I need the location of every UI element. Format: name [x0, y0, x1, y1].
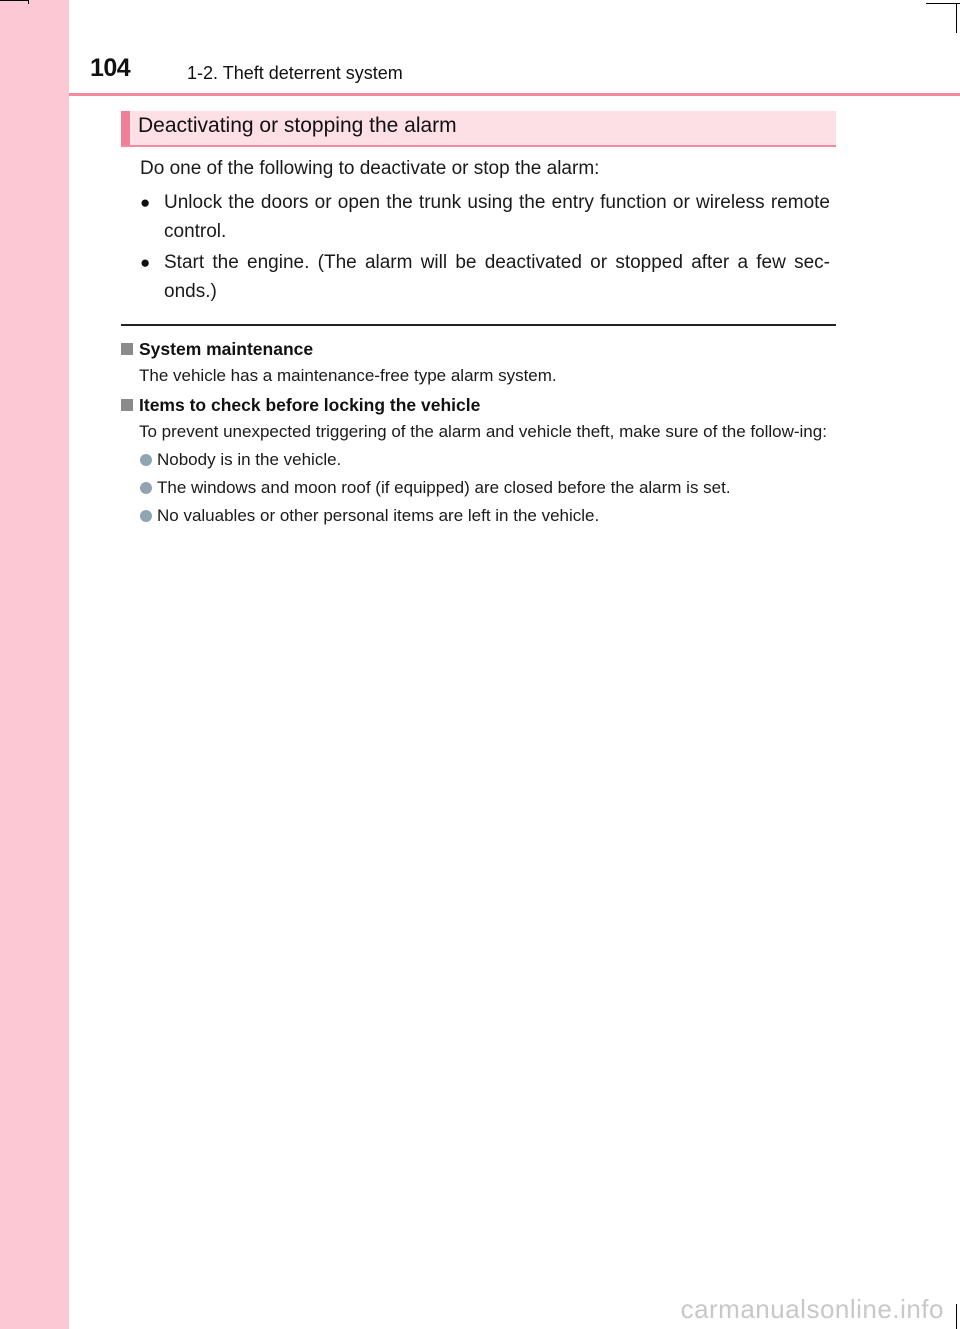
section-title: 1-2. Theft deterrent system [187, 63, 403, 83]
heading-accent-bar [121, 111, 130, 145]
section-heading [121, 111, 836, 147]
note-items-to-check [121, 393, 831, 530]
bullet-icon: ● [140, 253, 151, 272]
note-body: The vehicle has a maintenance-free type alarm system. [139, 366, 557, 385]
circle-bullet-icon [140, 454, 152, 466]
square-bullet-icon [121, 343, 133, 355]
header-rule [69, 93, 960, 96]
list-item-text: Nobody is in the vehicle. [157, 450, 342, 469]
side-color-band [0, 0, 69, 1329]
square-bullet-icon [121, 399, 133, 411]
list-item-text: No valuables or other personal items are left in the vehicle. [157, 506, 600, 525]
crop-mark [0, 0, 28, 1]
list-item [121, 502, 831, 530]
checklist [121, 446, 831, 530]
circle-bullet-icon [140, 482, 152, 494]
page-number: 104 [90, 54, 131, 82]
crop-mark [28, 0, 29, 4]
intro-text: Do one of the following to deactivate or stop the alarm: [140, 158, 600, 179]
note-title-text: System maintenance [139, 339, 314, 359]
list-item-text: Unlock the doors or open the trunk using the entry function or wireless remote control. [164, 192, 830, 242]
note-body: To prevent unexpected triggering of the alarm and vehicle theft, make sure of the follow-ing: [139, 422, 827, 441]
note-title [121, 393, 831, 417]
list-item-text: Start the engine. (The alarm will be deactivated or stopped after a few sec-onds.) [164, 252, 830, 302]
crop-mark [956, 1304, 957, 1329]
note-title-text: Items to check before locking the vehicle [139, 395, 481, 415]
list-item [140, 188, 830, 246]
list-item [121, 446, 831, 474]
bullet-icon: ● [140, 193, 151, 212]
list-item-text: The windows and moon roof (if equipped) are closed before the alarm is set. [157, 478, 731, 497]
heading-text: Deactivating or stopping the alarm [138, 114, 457, 137]
watermark: carmanualsonline.info [680, 1294, 944, 1324]
note-title [121, 337, 831, 361]
section-divider [121, 324, 836, 326]
page-header [69, 0, 960, 96]
instruction-list [140, 188, 830, 308]
note-system-maintenance [121, 337, 831, 386]
circle-bullet-icon [140, 510, 152, 522]
list-item [140, 248, 830, 306]
list-item [121, 474, 831, 502]
